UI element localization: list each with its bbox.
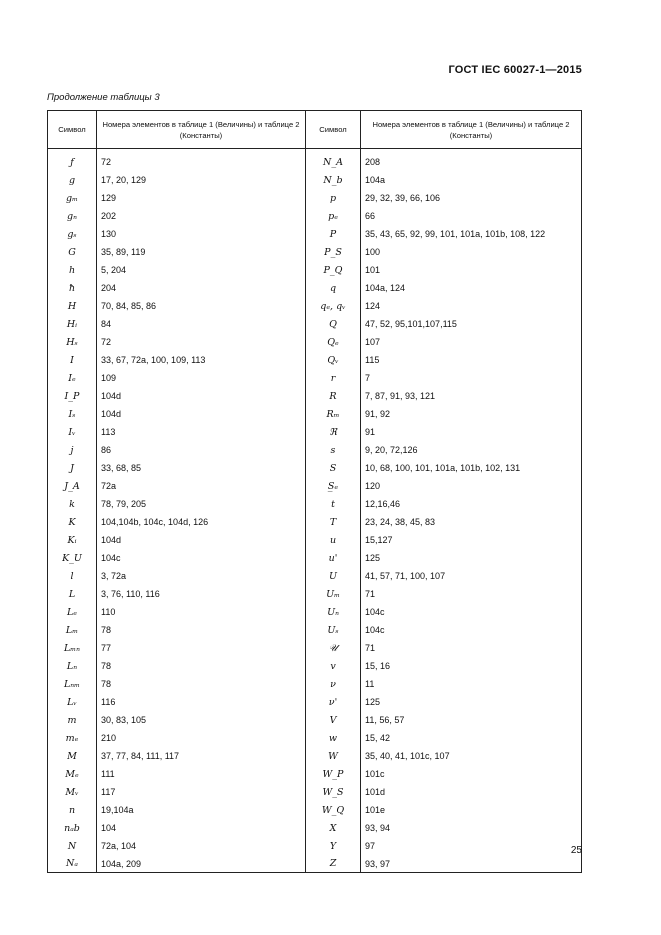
table-row: [48, 603, 582, 621]
symbol-cell: N_b: [306, 171, 361, 189]
numbers-cell: 125: [361, 549, 582, 567]
table-row: [48, 279, 582, 297]
table-row: [48, 621, 582, 639]
numbers-cell: 101e: [361, 801, 582, 819]
numbers-cell: 101: [361, 261, 582, 279]
numbers-cell: 93, 97: [361, 855, 582, 873]
numbers-cell: 11, 56, 57: [361, 711, 582, 729]
numbers-cell: 12,16,46: [361, 495, 582, 513]
numbers-cell: 100: [361, 243, 582, 261]
numbers-cell: 130: [97, 225, 306, 243]
symbol-cell: j: [48, 441, 97, 459]
symbol-cell: Lᵥ: [48, 693, 97, 711]
numbers-cell: 115: [361, 351, 582, 369]
numbers-cell: 104d: [97, 531, 306, 549]
numbers-cell: 104d: [97, 387, 306, 405]
symbol-cell: qₑ, qᵥ: [306, 297, 361, 315]
symbol-cell: I: [48, 351, 97, 369]
symbol-cell: G: [48, 243, 97, 261]
symbol-cell: mₑ: [48, 729, 97, 747]
table-row: [48, 729, 582, 747]
table-row: [48, 225, 582, 243]
symbol-cell: p: [306, 189, 361, 207]
numbers-cell: 37, 77, 84, 111, 117: [97, 747, 306, 765]
numbers-cell: 111: [97, 765, 306, 783]
symbol-cell: S: [306, 459, 361, 477]
numbers-cell: 117: [97, 783, 306, 801]
symbol-cell: Q: [306, 315, 361, 333]
numbers-cell: 204: [97, 279, 306, 297]
symbol-cell: P_S: [306, 243, 361, 261]
numbers-cell: 116: [97, 693, 306, 711]
header-numbers-left: Номера элементов в таблице 1 (Величины) и таблице 2 (Константы): [97, 111, 306, 149]
numbers-cell: 78, 79, 205: [97, 495, 306, 513]
header-symbol-right: Символ: [306, 111, 361, 149]
symbol-cell: gₙ: [48, 207, 97, 225]
symbol-cell: Iₛ: [48, 405, 97, 423]
table-row: [48, 675, 582, 693]
table-row: [48, 153, 582, 171]
symbol-cell: K: [48, 513, 97, 531]
numbers-cell: 72a: [97, 477, 306, 495]
numbers-cell: 78: [97, 657, 306, 675]
symbol-cell: ℜ: [306, 423, 361, 441]
numbers-cell: 72: [97, 153, 306, 171]
numbers-cell: 104c: [361, 621, 582, 639]
numbers-cell: 104c: [361, 603, 582, 621]
symbol-cell: m: [48, 711, 97, 729]
symbol-cell: P_Q: [306, 261, 361, 279]
table-row: [48, 351, 582, 369]
symbol-cell: Y: [306, 837, 361, 855]
symbol-cell: pₑ: [306, 207, 361, 225]
table-row: [48, 747, 582, 765]
numbers-cell: 47, 52, 95,101,107,115: [361, 315, 582, 333]
numbers-cell: 10, 68, 100, 101, 101a, 101b, 102, 131: [361, 459, 582, 477]
standard-designation: ГОСТ IEC 60027-1—2015: [448, 64, 582, 76]
numbers-cell: 66: [361, 207, 582, 225]
table-row: [48, 477, 582, 495]
numbers-cell: 33, 67, 72a, 100, 109, 113: [97, 351, 306, 369]
numbers-cell: 210: [97, 729, 306, 747]
symbol-cell: u': [306, 549, 361, 567]
symbol-cell: U: [306, 567, 361, 585]
symbol-cell: Uₛ: [306, 621, 361, 639]
symbol-cell: V: [306, 711, 361, 729]
symbol-cell: Qᵥ: [306, 351, 361, 369]
numbers-cell: 129: [97, 189, 306, 207]
table-row: [48, 243, 582, 261]
numbers-cell: 104d: [97, 405, 306, 423]
symbol-table: [47, 110, 582, 873]
symbol-cell: k: [48, 495, 97, 513]
table-body: [48, 149, 582, 873]
symbol-cell: W_P: [306, 765, 361, 783]
symbol-cell: Hₛ: [48, 333, 97, 351]
table-caption: Продолжение таблицы 3: [47, 92, 160, 103]
symbol-cell: J_A: [48, 477, 97, 495]
numbers-cell: 35, 43, 65, 92, 99, 101, 101a, 101b, 108, 122: [361, 225, 582, 243]
table-row: [48, 801, 582, 819]
symbol-cell: u: [306, 531, 361, 549]
symbol-cell: q: [306, 279, 361, 297]
symbol-cell: Qₑ: [306, 333, 361, 351]
symbol-cell: Hᵢ: [48, 315, 97, 333]
table-row: [48, 261, 582, 279]
symbol-cell: Mᵥ: [48, 783, 97, 801]
symbol-cell: ħ: [48, 279, 97, 297]
table-row: [48, 189, 582, 207]
symbol-cell: Lₘ: [48, 621, 97, 639]
numbers-cell: 3, 76, 110, 116: [97, 585, 306, 603]
numbers-cell: 15, 16: [361, 657, 582, 675]
symbol-cell: r: [306, 369, 361, 387]
symbol-cell: Mₑ: [48, 765, 97, 783]
symbol-cell: ƒ: [48, 153, 97, 171]
numbers-cell: 104a: [361, 171, 582, 189]
numbers-cell: 41, 57, 71, 100, 107: [361, 567, 582, 585]
table-row: [48, 333, 582, 351]
symbol-cell: Lₙₘ: [48, 675, 97, 693]
table-row: [48, 693, 582, 711]
numbers-cell: 104c: [97, 549, 306, 567]
numbers-cell: 35, 40, 41, 101c, 107: [361, 747, 582, 765]
numbers-cell: 104a, 124: [361, 279, 582, 297]
numbers-cell: 33, 68, 85: [97, 459, 306, 477]
table-row: [48, 459, 582, 477]
table-row: [48, 531, 582, 549]
numbers-cell: 101c: [361, 765, 582, 783]
header-symbol-left: Символ: [48, 111, 97, 149]
symbol-cell: J: [48, 459, 97, 477]
numbers-cell: 70, 84, 85, 86: [97, 297, 306, 315]
symbol-cell: 𝒰: [306, 639, 361, 657]
symbol-cell: K_U: [48, 549, 97, 567]
symbol-cell: gₛ: [48, 225, 97, 243]
numbers-cell: 78: [97, 675, 306, 693]
header-numbers-right: Номера элементов в таблице 1 (Величины) и таблице 2 (Константы): [361, 111, 582, 149]
numbers-cell: 104: [97, 819, 306, 837]
numbers-cell: 208: [361, 153, 582, 171]
table-row: [48, 567, 582, 585]
numbers-cell: 91, 92: [361, 405, 582, 423]
numbers-cell: 30, 83, 105: [97, 711, 306, 729]
symbol-cell: g: [48, 171, 97, 189]
symbol-cell: n: [48, 801, 97, 819]
symbol-cell: t: [306, 495, 361, 513]
numbers-cell: 71: [361, 639, 582, 657]
table-row: [48, 765, 582, 783]
numbers-cell: 84: [97, 315, 306, 333]
numbers-cell: 7, 87, 91, 93, 121: [361, 387, 582, 405]
symbol-cell: ν': [306, 693, 361, 711]
table-row: [48, 495, 582, 513]
numbers-cell: 104a, 209: [97, 855, 306, 873]
numbers-cell: 71: [361, 585, 582, 603]
numbers-cell: 101d: [361, 783, 582, 801]
table-header-row: [48, 111, 582, 149]
symbol-cell: Nₐ: [48, 855, 97, 873]
numbers-cell: 19,104a: [97, 801, 306, 819]
symbol-cell: N: [48, 837, 97, 855]
table-row: [48, 441, 582, 459]
numbers-cell: 5, 204: [97, 261, 306, 279]
numbers-cell: 23, 24, 38, 45, 83: [361, 513, 582, 531]
symbol-cell: Iᵥ: [48, 423, 97, 441]
symbol-cell: T: [306, 513, 361, 531]
table-row: [48, 585, 582, 603]
symbol-cell: Z: [306, 855, 361, 873]
symbol-cell: Uₙ: [306, 603, 361, 621]
numbers-cell: 93, 94: [361, 819, 582, 837]
symbol-cell: Lₙ: [48, 657, 97, 675]
numbers-cell: 72: [97, 333, 306, 351]
numbers-cell: 124: [361, 297, 582, 315]
table-row: [48, 297, 582, 315]
table-row: [48, 207, 582, 225]
table-row: [48, 837, 582, 855]
symbol-cell: gₘ: [48, 189, 97, 207]
symbol-cell: v: [306, 657, 361, 675]
symbol-cell: W_Q: [306, 801, 361, 819]
numbers-cell: 29, 32, 39, 66, 106: [361, 189, 582, 207]
numbers-cell: 120: [361, 477, 582, 495]
table-row: [48, 549, 582, 567]
table-row: [48, 369, 582, 387]
numbers-cell: 72a, 104: [97, 837, 306, 855]
table-row: [48, 819, 582, 837]
table-row: [48, 855, 582, 873]
symbol-cell: I_P: [48, 387, 97, 405]
table-row: [48, 513, 582, 531]
symbol-cell: nₐb: [48, 819, 97, 837]
symbol-cell: w: [306, 729, 361, 747]
table-row: [48, 405, 582, 423]
symbol-cell: ν: [306, 675, 361, 693]
page-number: 25: [570, 845, 582, 856]
numbers-cell: 77: [97, 639, 306, 657]
symbol-cell: W_S: [306, 783, 361, 801]
numbers-cell: 86: [97, 441, 306, 459]
symbol-cell: P: [306, 225, 361, 243]
symbol-cell: Kᵢ: [48, 531, 97, 549]
symbol-cell: h: [48, 261, 97, 279]
numbers-cell: 3, 72a: [97, 567, 306, 585]
table-row: [48, 387, 582, 405]
symbol-cell: H: [48, 297, 97, 315]
numbers-cell: 110: [97, 603, 306, 621]
numbers-cell: 7: [361, 369, 582, 387]
symbol-cell: S̲ₑ: [306, 477, 361, 495]
numbers-cell: 125: [361, 693, 582, 711]
numbers-cell: 113: [97, 423, 306, 441]
table-row: [48, 657, 582, 675]
symbol-cell: W: [306, 747, 361, 765]
numbers-cell: 109: [97, 369, 306, 387]
symbol-cell: X: [306, 819, 361, 837]
symbol-cell: Uₘ: [306, 585, 361, 603]
symbol-cell: Rₘ: [306, 405, 361, 423]
table-row: [48, 171, 582, 189]
numbers-cell: 15, 42: [361, 729, 582, 747]
symbol-cell: s: [306, 441, 361, 459]
numbers-cell: 35, 89, 119: [97, 243, 306, 261]
symbol-cell: Lₘₙ: [48, 639, 97, 657]
table-row: [48, 783, 582, 801]
numbers-cell: 107: [361, 333, 582, 351]
symbol-cell: l: [48, 567, 97, 585]
numbers-cell: 202: [97, 207, 306, 225]
symbol-cell: Lₑ: [48, 603, 97, 621]
numbers-cell: 17, 20, 129: [97, 171, 306, 189]
numbers-cell: 91: [361, 423, 582, 441]
numbers-cell: 9, 20, 72,126: [361, 441, 582, 459]
numbers-cell: 78: [97, 621, 306, 639]
symbol-cell: L: [48, 585, 97, 603]
table-row: [48, 711, 582, 729]
table-row: [48, 315, 582, 333]
numbers-cell: 11: [361, 675, 582, 693]
table-row: [48, 423, 582, 441]
numbers-cell: 97: [361, 837, 582, 855]
numbers-cell: 15,127: [361, 531, 582, 549]
symbol-cell: N_A: [306, 153, 361, 171]
table-row: [48, 639, 582, 657]
symbol-cell: R: [306, 387, 361, 405]
symbol-cell: Iₑ: [48, 369, 97, 387]
numbers-cell: 104,104b, 104c, 104d, 126: [97, 513, 306, 531]
symbol-cell: M: [48, 747, 97, 765]
